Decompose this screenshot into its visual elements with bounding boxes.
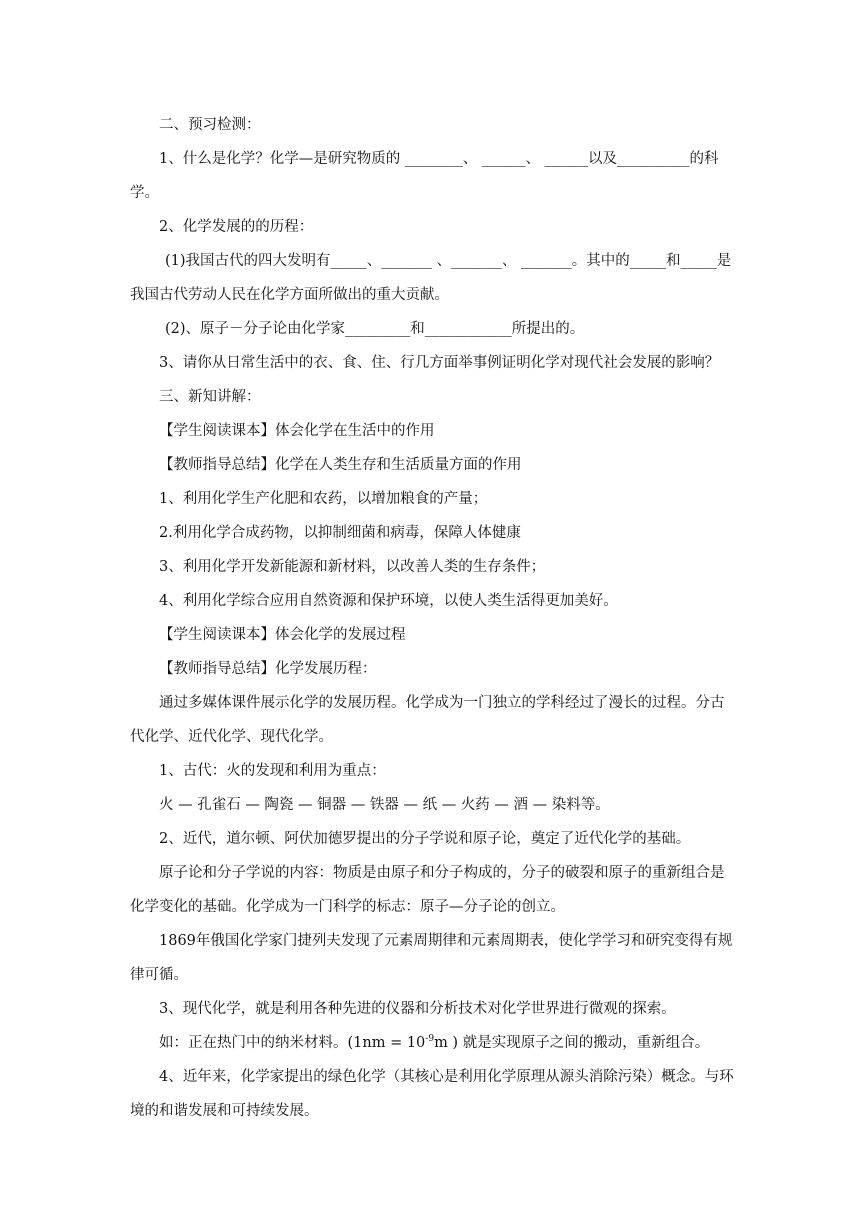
paragraph-multimedia-history: 通过多媒体课件展示化学的发展历程。化学成为一门独立的学科经过了漫长的过程。分古代化学、近代化学、现代化学。 xyxy=(130,695,725,745)
list-item-contemporary: 3、现代化学，就是利用各种先进的仪器和分析技术对化学世界进行微观的探索。 xyxy=(159,1001,676,1017)
nano-exponent: -9 xyxy=(425,1034,435,1045)
list-item-medicine: 2.利用化学合成药物，以抑制细菌和病毒，保障人体健康 xyxy=(159,525,521,541)
teacher-summary-2: 【教师指导总结】化学发展历程： xyxy=(159,661,377,677)
list-item-energy: 3、利用化学开发新能源和新材料，以改善人类的生存条件； xyxy=(159,559,546,575)
list-item-environment: 4、利用化学综合应用自然资源和保护环境，以使人类生活得更加美好。 xyxy=(159,593,618,609)
question-chemistry-history: 2、化学发展的的历程： xyxy=(159,219,314,235)
question-daily-life-impact: 3、请你从日常生活中的衣、食、住、行几方面举事例证明化学对现代社会发展的影响？ xyxy=(159,355,720,371)
ancient-sequence: 火 — 孔雀石 — 陶瓷 — 铜器 — 铁器 — 纸 — 火药 — 酒 — 染料等。 xyxy=(159,797,610,813)
teacher-summary-1: 【教师指导总结】化学在人类生存和生活质量方面的作用 xyxy=(159,457,522,473)
list-item-modern-era: 2、近代，道尔顿、阿伏加德罗提出的分子学说和原子论，奠定了近代化学的基础。 xyxy=(159,831,691,847)
paragraph-atomic-theory: 原子论和分子学说的内容：物质是由原子和分子构成的，分子的破裂和原子的重新组合是化学变化的基础。化学成为一门科学的标志：原子—分子论的创立。 xyxy=(130,865,725,915)
list-item-fertilizer: 1、利用化学生产化肥和农药，以增加粮食的产量； xyxy=(159,491,488,507)
paragraph-mendeleev: 1869年俄国化学家门捷列夫发现了元素周期律和元素周期表，使化学学习和研究变得有规律可循。 xyxy=(130,933,733,983)
question-four-inventions: (1)我国古代的四大发明有_____、_______ 、_______、 _______。其中的_____和_____是我国古代劳动人民在化学方面所做出的重大贡献。 xyxy=(130,253,732,303)
question-atomic-molecular-theory: (2)、原子－分子论由化学家_________和____________所提出的。 xyxy=(165,321,585,337)
section-heading-preview-check: 二、预习检测： xyxy=(159,117,261,133)
nano-text-end: m ) 就是实现原子之间的搬动，重新组合。 xyxy=(434,1035,710,1051)
nano-text-start: 如：正在热门中的纳米材料。(1nm = 10 xyxy=(159,1035,426,1051)
section-heading-new-knowledge: 三、新知讲解： xyxy=(159,389,261,405)
student-reading-2: 【学生阅读课本】体会化学的发展过程 xyxy=(159,627,406,643)
question-what-is-chemistry: 1、什么是化学？化学—是研究物质的 ________、 ______、 ______以及__________的科学。 xyxy=(130,151,719,201)
paragraph-nano-material xyxy=(130,1026,734,1060)
list-item-ancient: 1、古代：火的发现和利用为重点： xyxy=(159,763,386,779)
paragraph-green-chemistry: 4、近年来，化学家提出的绿色化学（其核心是利用化学原理从源头消除污染）概念。与环境的和谐发展和可持续发展。 xyxy=(130,1069,734,1119)
student-reading-1: 【学生阅读课本】体会化学在生活中的作用 xyxy=(159,423,435,439)
